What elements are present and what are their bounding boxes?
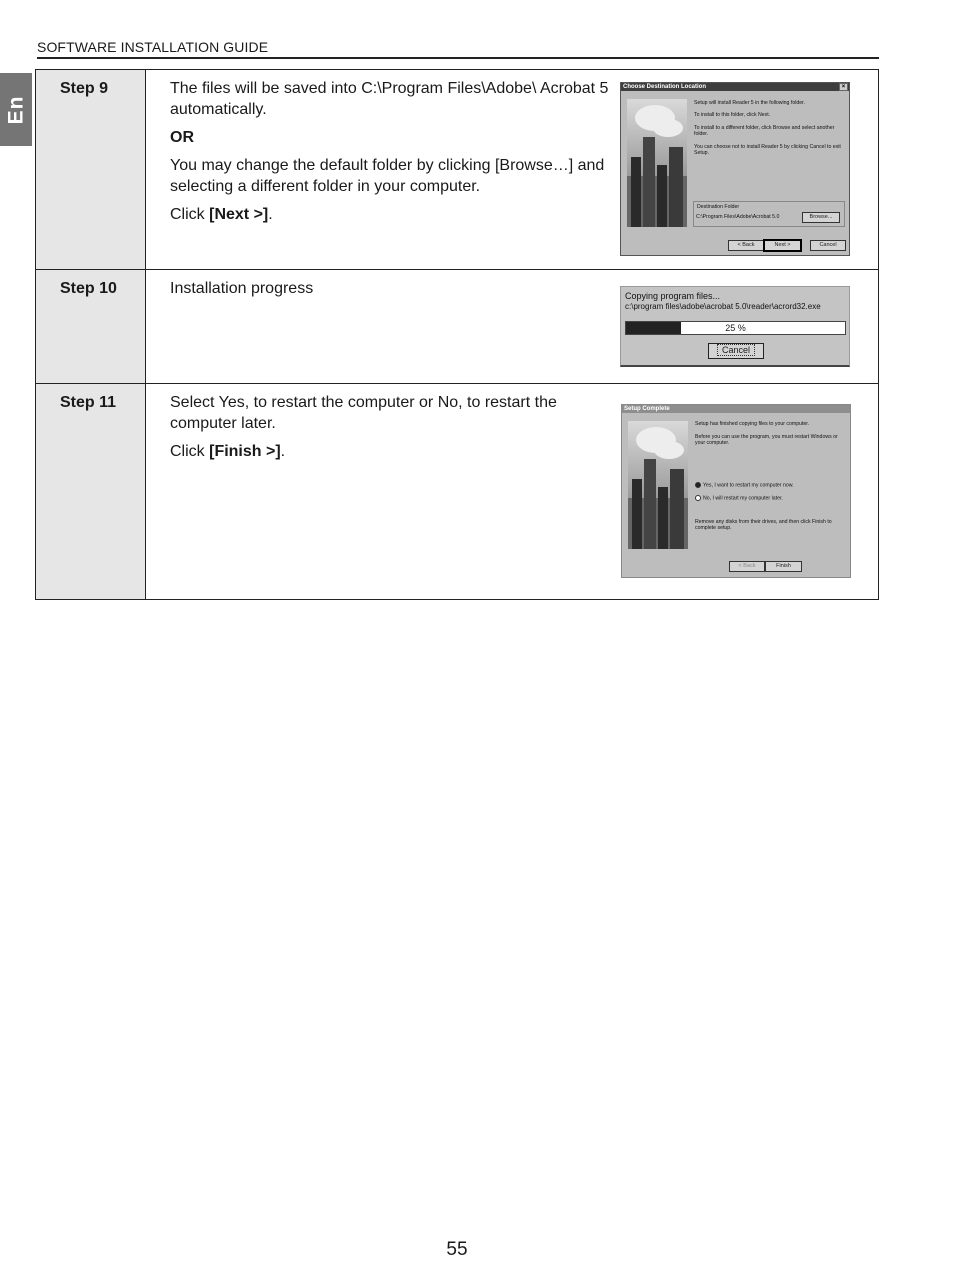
step-row: [36, 70, 879, 270]
dialog-title: Setup Complete: [624, 406, 670, 412]
destination-folder-path: C:\Program Files\Adobe\Acrobat 5.0: [696, 214, 780, 220]
back-button: < Back: [729, 561, 765, 572]
step-text-line: The files will be saved into C:\Program Files\Adobe\ Acrobat 5 automatically.: [170, 80, 609, 118]
browse-button: Browse...: [802, 212, 840, 223]
dialog-text: Setup will install Reader 5 in the following folder.: [694, 100, 806, 106]
click-prefix: Click: [170, 206, 210, 223]
step-click-instruction: [170, 441, 610, 462]
finish-button: Finish: [765, 561, 802, 572]
dialog-titlebar: [622, 405, 850, 413]
setup-illustration: [628, 421, 688, 549]
radio-unselected-icon: [695, 495, 701, 501]
step-click-instruction: [170, 204, 610, 225]
step-text: [146, 270, 610, 299]
step-body-cell: [146, 70, 879, 270]
progress-percent: 25 %: [725, 323, 746, 333]
step-label-cell: [36, 70, 146, 270]
progress-dialog-screenshot: [620, 286, 850, 367]
step-text-line: Select Yes, to restart the computer or No, to restart the computer later.: [170, 394, 557, 432]
dialog-text: You can choose not to install Reader 5 by clicking Cancel to exit Setup.: [694, 144, 841, 156]
radio-selected-icon: [695, 482, 701, 488]
step-row: [36, 270, 879, 384]
click-prefix: Click: [170, 443, 210, 460]
cancel-button-label: Cancel: [717, 344, 755, 356]
restart-yes-label: Yes, I want to restart my computer now.: [703, 482, 794, 489]
restart-no-label: No, I will restart my computer later.: [703, 495, 783, 502]
cancel-button: Cancel: [810, 240, 846, 251]
progress-bar: [625, 321, 846, 335]
setup-illustration: [627, 99, 687, 227]
dialog-title: Choose Destination Location: [623, 84, 707, 90]
restart-yes-option: [695, 482, 794, 488]
destination-dialog-screenshot: [620, 82, 850, 256]
step-label-cell: [36, 384, 146, 600]
dialog-text: To install to a different folder, click Browse and select another folder.: [694, 125, 835, 137]
destination-folder-label: Destination Folder: [697, 204, 740, 210]
step-text: [146, 70, 610, 225]
language-tab-label: En: [4, 95, 27, 124]
step-label: Step 11: [60, 394, 117, 411]
step-text: [146, 384, 610, 462]
step-text-line: You may change the default folder by clicking [Browse…] and selecting a different folder in your computer.: [170, 157, 605, 195]
step-label: Step 9: [60, 80, 109, 97]
close-icon: ×: [839, 83, 848, 91]
click-target: [Finish >]: [209, 443, 281, 460]
progress-file-path: c:\program files\adobe\acrobat 5.0\reader\acrord32.exe: [625, 302, 821, 311]
click-suffix: .: [268, 206, 273, 223]
click-target: [Next >]: [209, 206, 269, 223]
restart-no-option: [695, 495, 783, 501]
language-tab: [0, 73, 32, 146]
page-number: 55: [446, 1239, 468, 1260]
cancel-button: [708, 343, 764, 359]
progress-status-text: Copying program files...: [625, 291, 721, 301]
page-header: SOFTWARE INSTALLATION GUIDE: [37, 39, 879, 59]
back-button: < Back: [728, 240, 764, 251]
step-label: Step 10: [60, 280, 117, 297]
dialog-titlebar: [621, 83, 849, 91]
step-body-cell: [146, 384, 879, 600]
click-suffix: .: [280, 443, 286, 460]
dialog-text: Remove any disks from their drives, and then click Finish to complete setup.: [695, 519, 832, 531]
dialog-text: Before you can use the program, you must restart Windows or your computer.: [695, 434, 838, 446]
step-body-cell: [146, 270, 879, 384]
step-label-cell: [36, 270, 146, 384]
step-row: [36, 384, 879, 600]
dialog-text: To install to this folder, click Next.: [694, 112, 771, 118]
next-button: Next >: [764, 240, 801, 251]
steps-table: [35, 69, 879, 600]
dialog-text: Setup has finished copying files to your computer.: [695, 421, 810, 427]
setup-complete-dialog-screenshot: [621, 404, 851, 578]
step-text-or: OR: [170, 129, 194, 146]
step-text-line: Installation progress: [170, 280, 314, 297]
